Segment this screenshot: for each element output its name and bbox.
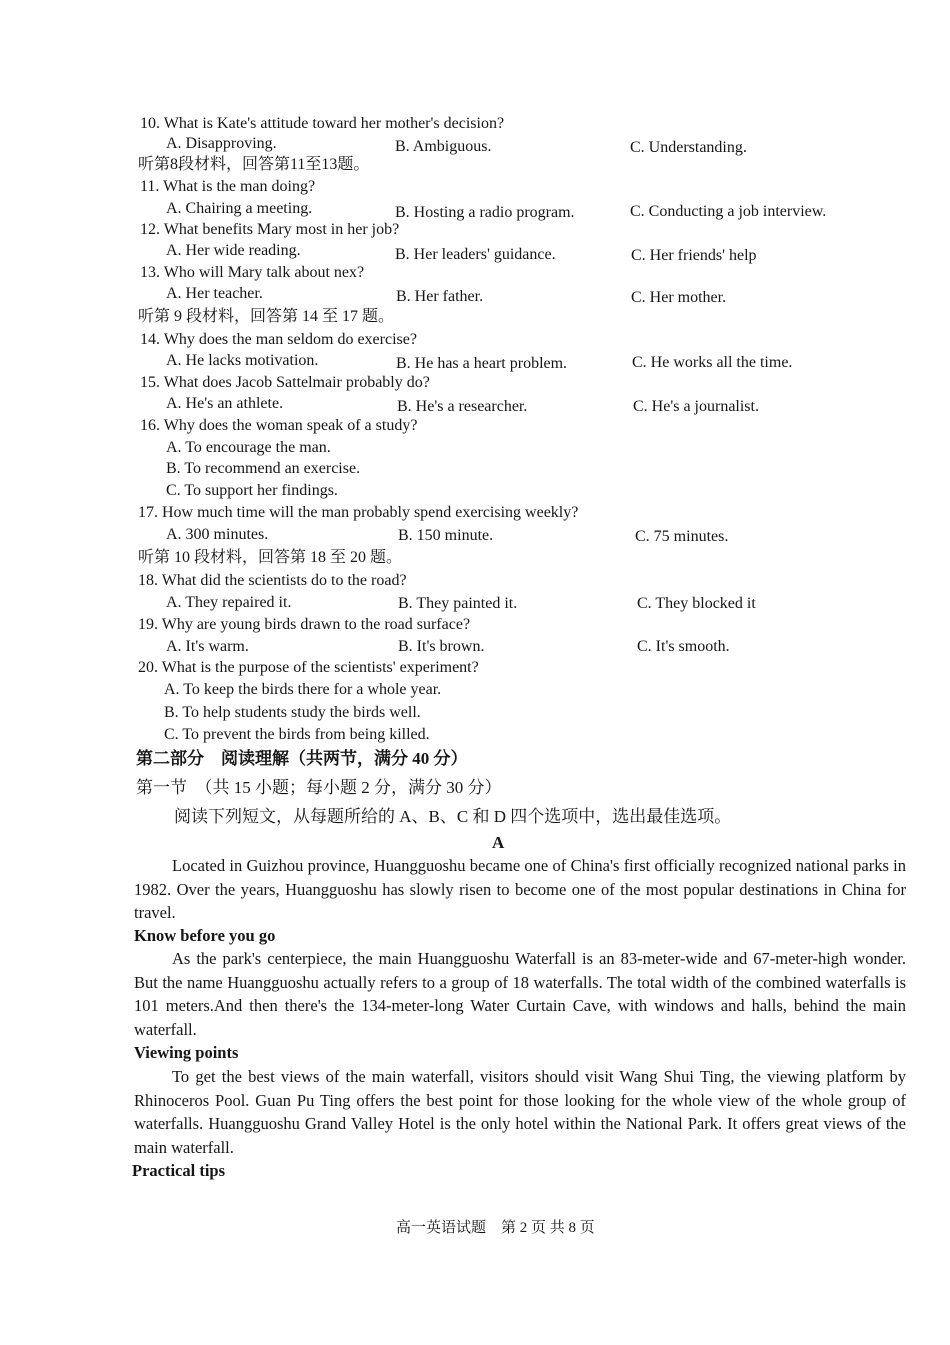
q17-stem: 17. How much time will the man probably spend exercising weekly? [138,504,579,521]
heading-know-before-you-go: Know before you go [134,926,276,945]
q13-option-b: B. Her father. [396,288,484,305]
q18-option-a: A. They repaired it. [166,594,292,611]
q20-stem: 20. What is the purpose of the scientists' experiment? [138,659,479,676]
heading-practical-tips: Practical tips [132,1161,226,1180]
section-9-heading: 听第 9 段材料，回答第 14 至 17 题。 [138,308,395,325]
section-one-title: 第一节 （共 15 小题；每小题 2 分，满分 30 分） [136,778,502,797]
q16-option-c: C. To support her findings. [166,482,338,499]
q12-option-c: C. Her friends' help [631,247,757,264]
q13-stem: 13. Who will Mary talk about nex? [140,264,365,281]
q16-option-b: B. To recommend an exercise. [166,460,361,477]
q10-stem: 10. What is Kate's attitude toward her mother's decision? [140,115,505,132]
paragraph-know-before-you-go: As the park's centerpiece, the main Huangguoshu Waterfall is an 83-meter-wide and 67-meter-high wonder. But the name Huangguoshu actually refers to a group of 18 waterfalls. The total width of the combined waterfalls is 101 meters.And then there's the 134-meter-long Water Curtain Cave, with windows and halls, behind the main waterfall. [134,949,906,1039]
q14-option-c: C. He works all the time. [632,354,793,371]
q13-option-c: C. Her mother. [631,289,727,306]
paragraph-viewing-points: To get the best views of the main waterfall, visitors should visit Wang Shui Ting, the viewing platform by Rhinoceros Pool. Guan Pu Ting offers the best point for those looking for the whole view of the whole group of waterfalls. Huangguoshu Grand Valley Hotel is the only hotel within the National Park. It offers great views of the main waterfall. [134,1067,906,1157]
q15-stem: 15. What does Jacob Sattelmair probably do? [140,374,430,391]
q10-option-b: B. Ambiguous. [395,138,492,155]
heading-viewing-points: Viewing points [134,1043,239,1062]
section-8-heading: 听第8段材料，回答第11至13题。 [138,156,370,173]
q12-option-b: B. Her leaders' guidance. [395,246,556,263]
q20-option-a: A. To keep the birds there for a whole year. [164,681,442,698]
q17-option-b: B. 150 minute. [398,527,494,544]
q19-option-b: B. It's brown. [398,638,485,655]
q12-option-a: A. Her wide reading. [166,242,301,259]
section-10-heading: 听第 10 段材料，回答第 18 至 20 题。 [138,549,403,566]
q20-option-c: C. To prevent the birds from being killed. [164,726,430,743]
q16-stem: 16. Why does the woman speak of a study? [140,417,418,434]
q18-option-c: C. They blocked it [637,595,756,612]
q10-option-c: C. Understanding. [630,139,747,156]
q18-option-b: B. They painted it. [398,595,518,612]
passage-intro: Located in Guizhou province, Huangguoshu became one of China's first officially recognized national parks in 1982. Over the years, Huangguoshu has slowly risen to become one of the most popular destinations in China for travel. [134,856,906,922]
q14-option-a: A. He lacks motivation. [166,352,319,369]
q11-option-a: A. Chairing a meeting. [166,200,313,217]
q11-option-c: C. Conducting a job interview. [630,203,827,220]
q19-option-a: A. It's warm. [166,638,249,655]
q17-option-c: C. 75 minutes. [635,528,729,545]
q15-option-b: B. He's a researcher. [397,398,528,415]
q15-option-a: A. He's an athlete. [166,395,284,412]
q15-option-c: C. He's a journalist. [633,398,759,415]
q11-option-b: B. Hosting a radio program. [395,204,575,221]
q12-stem: 12. What benefits Mary most in her job? [140,221,400,238]
q14-option-b: B. He has a heart problem. [396,355,568,372]
q10-option-a: A. Disapproving. [166,135,277,152]
part-two-title: 第二部分 阅读理解（共两节，满分 40 分） [136,749,468,768]
q16-option-a: A. To encourage the man. [166,439,331,456]
q20-option-b: B. To help students study the birds well. [164,704,421,721]
q18-stem: 18. What did the scientists do to the road? [138,572,407,589]
q17-option-a: A. 300 minutes. [166,526,269,543]
q19-stem: 19. Why are young birds drawn to the road surface? [138,616,471,633]
q13-option-a: A. Her teacher. [166,285,263,302]
reading-instruction: 阅读下列短文，从每题所给的 A、B、C 和 D 四个选项中，选出最佳选项。 [174,807,732,826]
q11-stem: 11. What is the man doing? [140,178,316,195]
q19-option-c: C. It's smooth. [637,638,730,655]
q14-stem: 14. Why does the man seldom do exercise? [140,331,417,348]
passage-label: A [492,833,505,852]
page-footer: 高一英语试题 第 2 页 共 8 页 [396,1220,595,1236]
